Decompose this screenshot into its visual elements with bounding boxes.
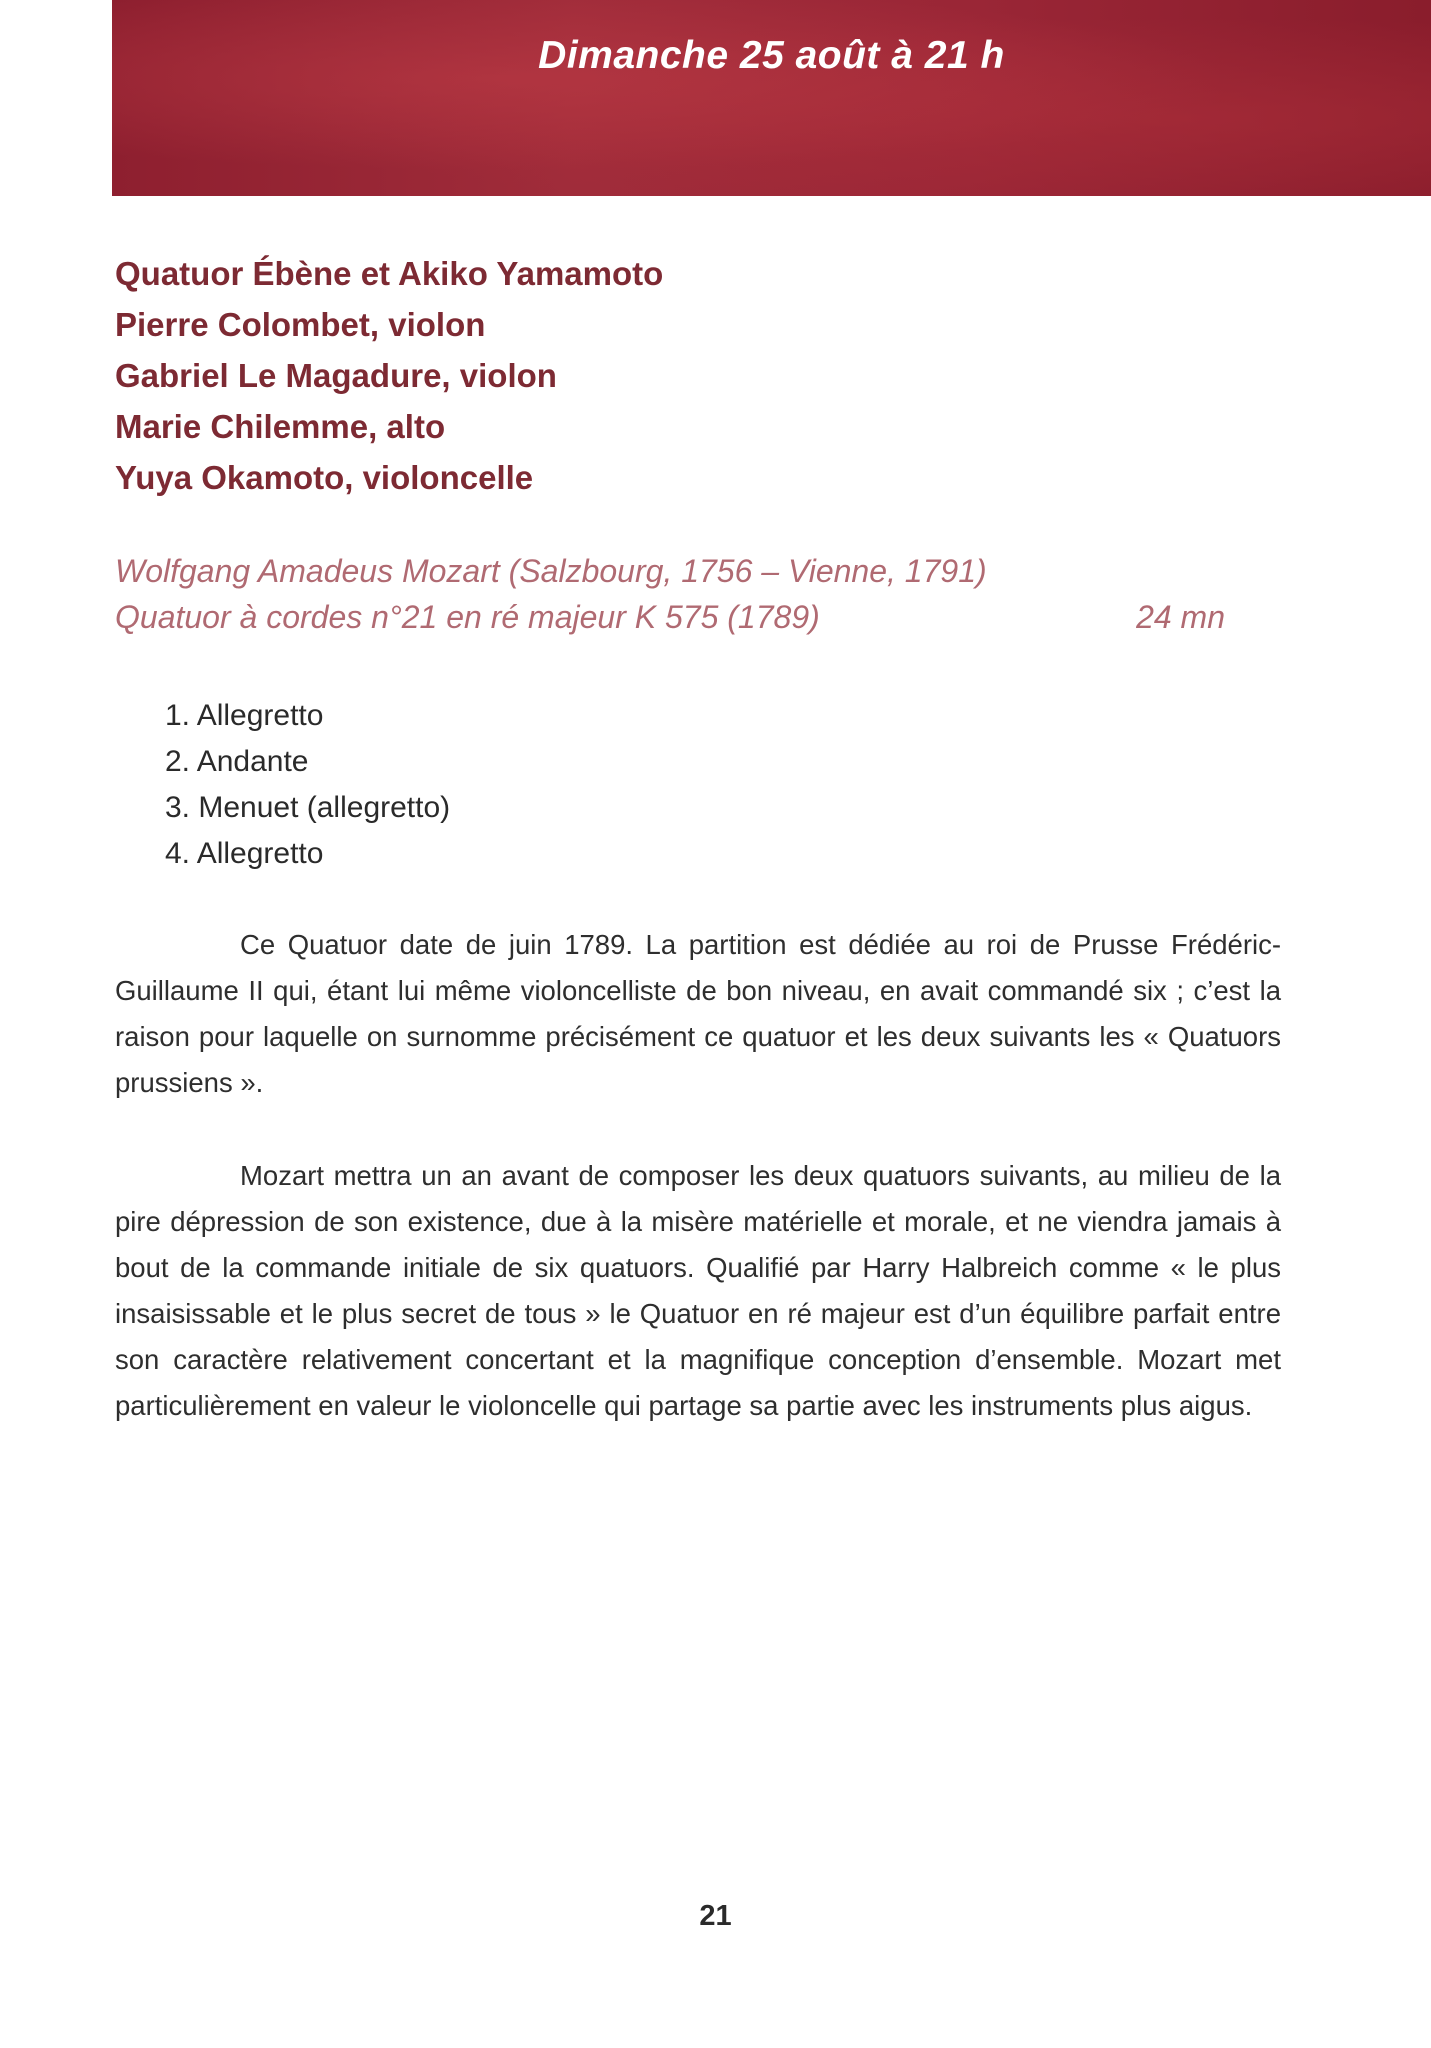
- ensemble-name: Quatuor Ébène et Akiko Yamamoto: [115, 255, 664, 292]
- movements-list: [165, 693, 450, 877]
- performer-line: Marie Chilemme, alto: [115, 408, 446, 445]
- concert-date-title: Dimanche 25 août à 21 h: [538, 34, 1005, 77]
- work-info: [115, 548, 1225, 640]
- performer-line: Yuya Okamoto, violoncelle: [115, 459, 534, 496]
- movement-item: 1. Allegretto: [165, 699, 324, 732]
- description-paragraph: Ce Quatuor date de juin 1789. La partition est dédiée au roi de Prusse Frédéric-Guillaume II qui, étant lui même violoncelliste de bon niveau, en avait commandé six ; c’est la raison pour laquelle on surnomme précisément ce quatuor et les deux suivants les « Quatuors prussiens ».: [115, 929, 1281, 1098]
- description-paragraph: Mozart mettra un an avant de composer les deux quatuors suivants, au milieu de la pire dépression de son existence, due à la misère matérielle et morale, et ne viendra jamais à bout de la commande initiale de six quatuors. Qualifié par Harry Halbreich comme « le plus insaisissable et le plus secret de tous » le Quatuor en ré majeur est d’un équilibre parfait entre son caractère relativement concertant et la magnifique conception d’ensemble. Mozart met particulièrement en valeur le violoncelle qui partage sa partie avec les instruments plus aigus.: [115, 1160, 1281, 1421]
- movement-item: 4. Allegretto: [165, 837, 324, 870]
- header-banner: [112, 0, 1431, 196]
- composer-line: Wolfgang Amadeus Mozart (Salzbourg, 1756 – Vienne, 1791): [115, 553, 987, 589]
- page-number: 21: [699, 1900, 732, 1932]
- movement-item: 2. Andante: [165, 745, 309, 778]
- work-title-line: [115, 594, 1225, 640]
- performer-line: Pierre Colombet, violon: [115, 306, 486, 343]
- work-title: Quatuor à cordes n°21 en ré majeur K 575 (1789): [115, 599, 820, 635]
- movement-item: 3. Menuet (allegretto): [165, 791, 451, 824]
- work-duration: 24 mn: [1136, 599, 1225, 635]
- performers-list: [115, 248, 663, 503]
- performer-line: Gabriel Le Magadure, violon: [115, 357, 557, 394]
